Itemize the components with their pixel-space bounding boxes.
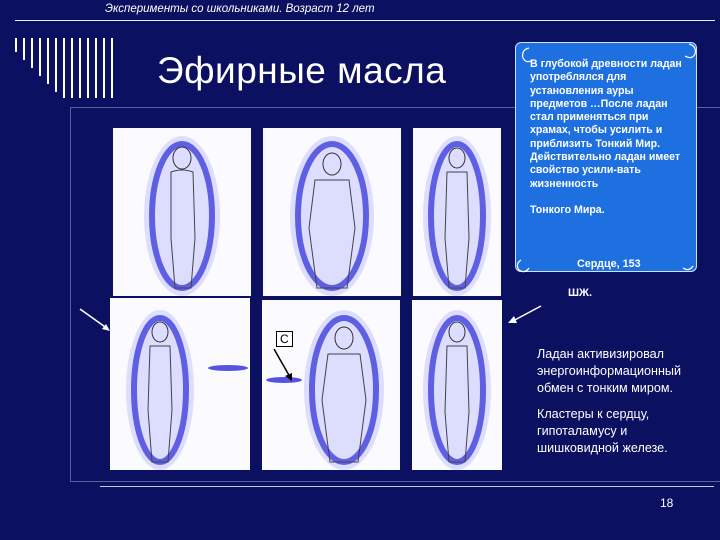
paragraph-1: Ладан активизировал энергоинформационный обмен с тонким миром. <box>537 347 681 395</box>
c-label: С <box>276 331 293 347</box>
aura-photo-6 <box>412 300 502 470</box>
author-mark: ШЖ. <box>568 287 593 299</box>
quote-text: В глубокой древности ладан употреблялся для установления ауры предметов …После ладан стал применяться при храмах, чтобы усилить и приблизить Тонкий Мир. Действительно ладан имеет свойство усили-вать жизненность Тонкого Мира. <box>530 58 682 217</box>
header-divider <box>15 20 715 21</box>
arrow-left-icon <box>76 305 116 335</box>
paragraph-2: Кластеры к сердцу, гипоталамусу и шишковидной железе. <box>537 407 668 455</box>
aura-photo-2 <box>263 128 401 296</box>
aura-photo-3 <box>413 128 501 296</box>
footer-divider <box>100 486 714 487</box>
slide-title: Эфирные масла <box>157 50 447 91</box>
aura-photo-4 <box>110 298 250 470</box>
aura-photo-1 <box>113 128 251 296</box>
aura-photo-5 <box>262 300 400 470</box>
arrow-right-icon <box>505 302 545 326</box>
decorative-stripes <box>15 38 125 98</box>
header-caption: Эксперименты со школьниками. Возраст 12 лет <box>105 3 375 15</box>
quote-signature: Сердце, 153 <box>577 258 641 270</box>
page-number: 18 <box>660 496 674 510</box>
arrow-c-icon <box>268 345 298 385</box>
